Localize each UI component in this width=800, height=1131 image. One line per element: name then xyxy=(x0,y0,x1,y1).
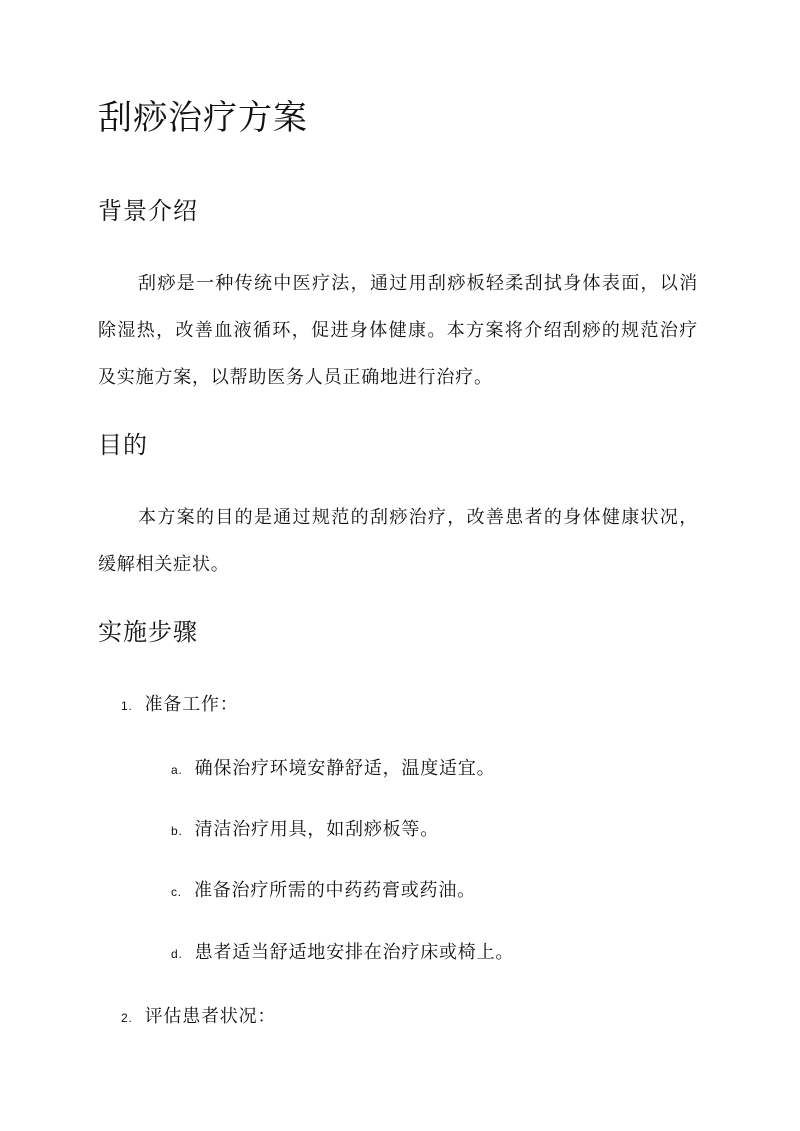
list-item xyxy=(121,1002,276,1033)
list-marker: 2. xyxy=(121,1011,133,1025)
background-paragraph: 刮痧是一种传统中医疗法，通过用刮痧板轻柔刮拭身体表面，以消除湿热，改善血液循环，促进身体健康。本方案将介绍刮痧的规范治疗及实施方案，以帮助医务人员正确地进行治疗。 xyxy=(98,273,698,388)
substep-text: 患者适当舒适地安排在治疗床或椅上。 xyxy=(194,942,515,963)
substep-text: 准备治疗所需的中药药膏或药油。 xyxy=(193,880,476,901)
list-item xyxy=(171,754,495,785)
list-marker: d. xyxy=(171,947,183,961)
section-heading-background: 背景介绍 xyxy=(98,197,198,225)
list-marker: c. xyxy=(171,885,182,899)
document-title: 刮痧治疗方案 xyxy=(98,98,308,138)
section-heading-steps: 实施步骤 xyxy=(98,618,198,646)
substep-text: 确保治疗环境安静舒适，温度适宜。 xyxy=(194,758,496,779)
list-marker: b. xyxy=(171,824,183,838)
list-item xyxy=(171,815,439,846)
section-heading-purpose: 目的 xyxy=(98,431,148,459)
list-marker: 1. xyxy=(121,699,133,713)
list-item xyxy=(121,690,239,721)
list-item xyxy=(171,876,476,907)
purpose-paragraph: 本方案的目的是通过规范的刮痧治疗，改善患者的身体健康状况，缓解相关症状。 xyxy=(98,507,698,575)
list-item xyxy=(171,938,514,969)
step-label: 评估患者状况： xyxy=(144,1006,277,1027)
step-label: 准备工作： xyxy=(144,694,239,715)
substep-text: 清洁治疗用具，如刮痧板等。 xyxy=(194,819,440,840)
list-marker: a. xyxy=(171,763,183,777)
